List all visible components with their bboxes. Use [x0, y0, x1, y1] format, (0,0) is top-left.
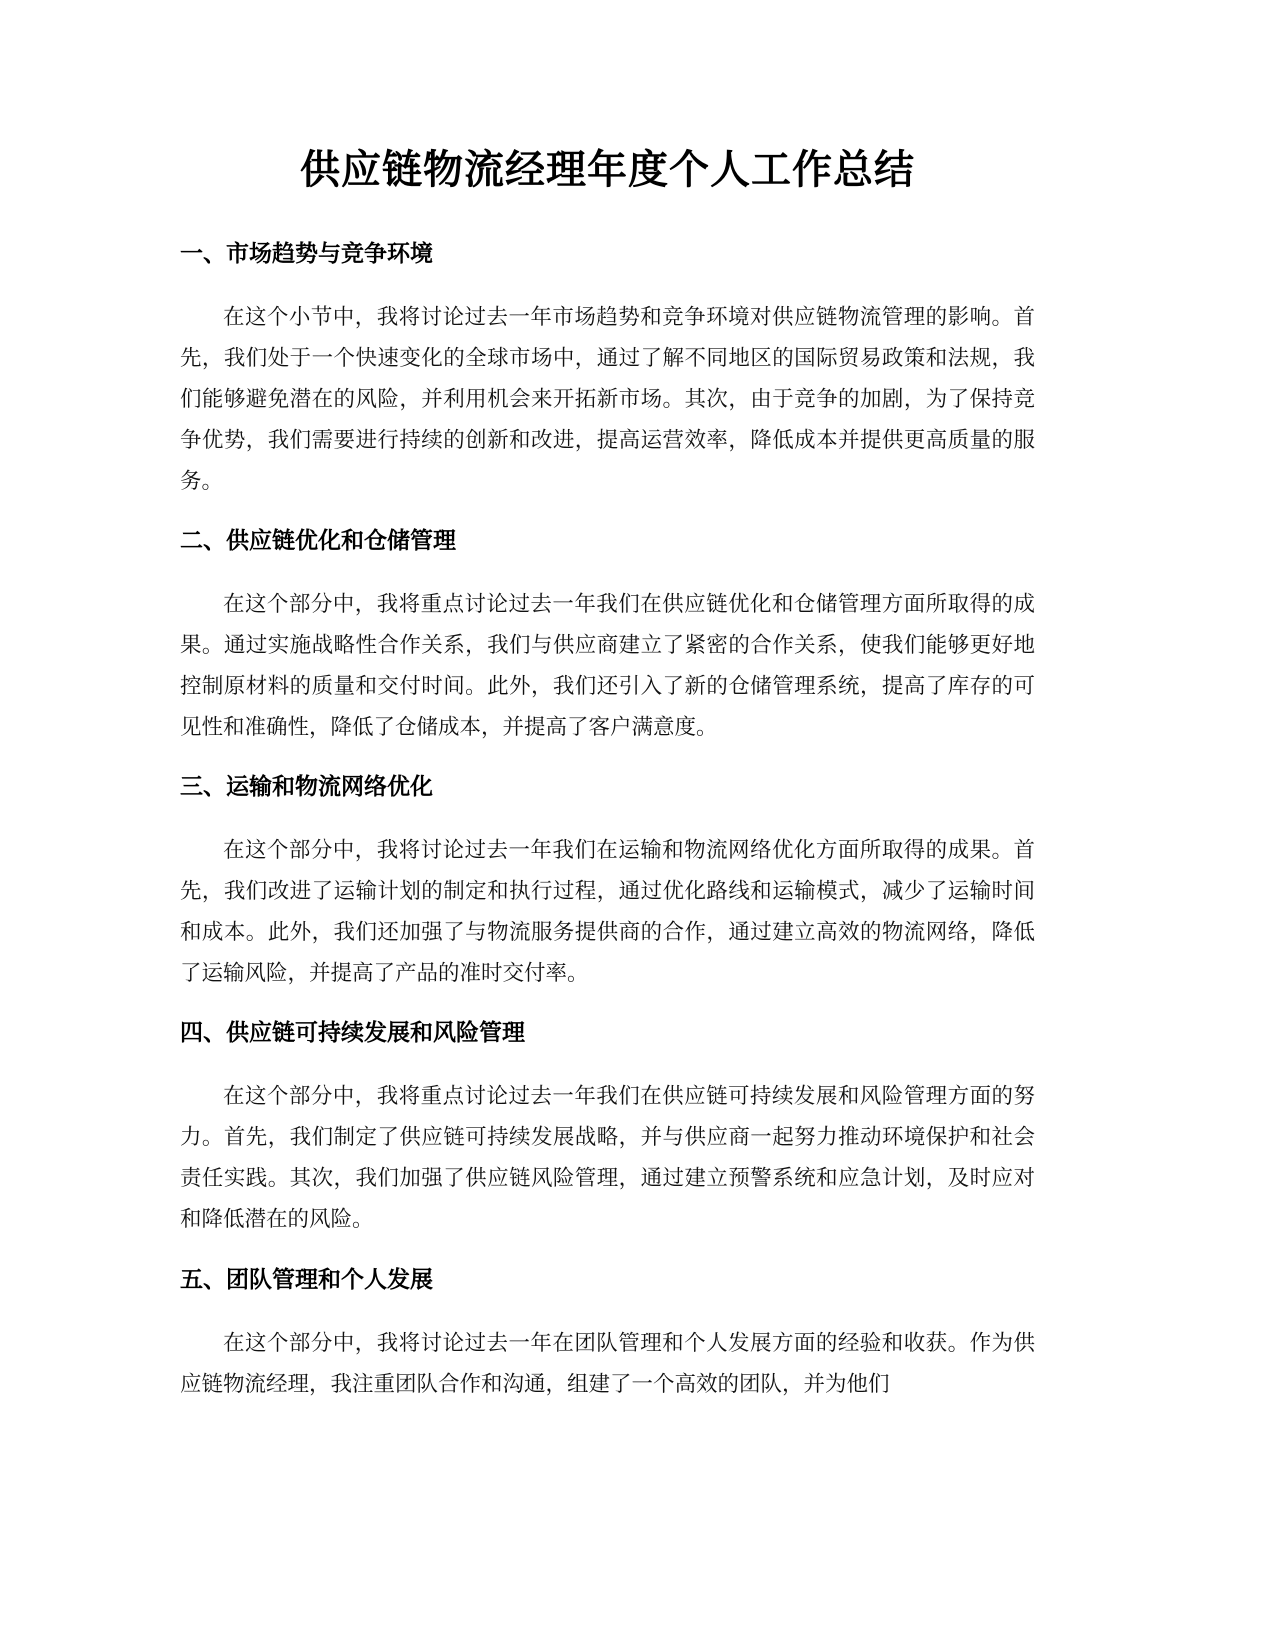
section-paragraph: 在这个部分中，我将讨论过去一年我们在运输和物流网络优化方面所取得的成果。首先，我们改进了运输计划的制定和执行过程，通过优化路线和运输模式，减少了运输时间和成本。此外，我们还加强了与物流服务提供商的合作，通过建立高效的物流网络，降低了运输风险，并提高了产品的准时交付率。 — [180, 838, 1035, 986]
section-team-management — [180, 1260, 1035, 1405]
section-heading: 三、运输和物流网络优化 — [180, 774, 433, 800]
section-paragraph: 在这个部分中，我将重点讨论过去一年我们在供应链优化和仓储管理方面所取得的成果。通过实施战略性合作关系，我们与供应商建立了紧密的合作关系，使我们能够更好地控制原材料的质量和交付时间。此外，我们还引入了新的仓储管理系统，提高了库存的可见性和准确性，降低了仓储成本，并提高了客户满意度。 — [180, 592, 1035, 740]
section-heading: 一、市场趋势与竞争环境 — [180, 241, 433, 267]
section-transport-network — [180, 767, 1035, 994]
document-title: 供应链物流经理年度个人工作总结 — [300, 147, 915, 193]
section-heading: 四、供应链可持续发展和风险管理 — [180, 1020, 525, 1046]
section-paragraph: 在这个小节中，我将讨论过去一年市场趋势和竞争环境对供应链物流管理的影响。首先，我们处于一个快速变化的全球市场中，通过了解不同地区的国际贸易政策和法规，我们能够避免潜在的风险，并利用机会来开拓新市场。其次，由于竞争的加剧，为了保持竞争优势，我们需要进行持续的创新和改进，提高运营效率，降低成本并提供更高质量的服务。 — [180, 305, 1035, 494]
section-sustainability-risk — [180, 1013, 1035, 1240]
section-supply-chain-optimization — [180, 521, 1035, 748]
section-heading: 二、供应链优化和仓储管理 — [180, 528, 456, 554]
section-paragraph: 在这个部分中，我将讨论过去一年在团队管理和个人发展方面的经验和收获。作为供应链物流经理，我注重团队合作和沟通，组建了一个高效的团队，并为他们 — [180, 1331, 1035, 1397]
section-heading: 五、团队管理和个人发展 — [180, 1267, 433, 1293]
section-market-trends — [180, 234, 1035, 502]
section-paragraph: 在这个部分中，我将重点讨论过去一年我们在供应链可持续发展和风险管理方面的努力。首先，我们制定了供应链可持续发展战略，并与供应商一起努力推动环境保护和社会责任实践。其次，我们加强了供应链风险管理，通过建立预警系统和应急计划，及时应对和降低潜在的风险。 — [180, 1084, 1035, 1232]
